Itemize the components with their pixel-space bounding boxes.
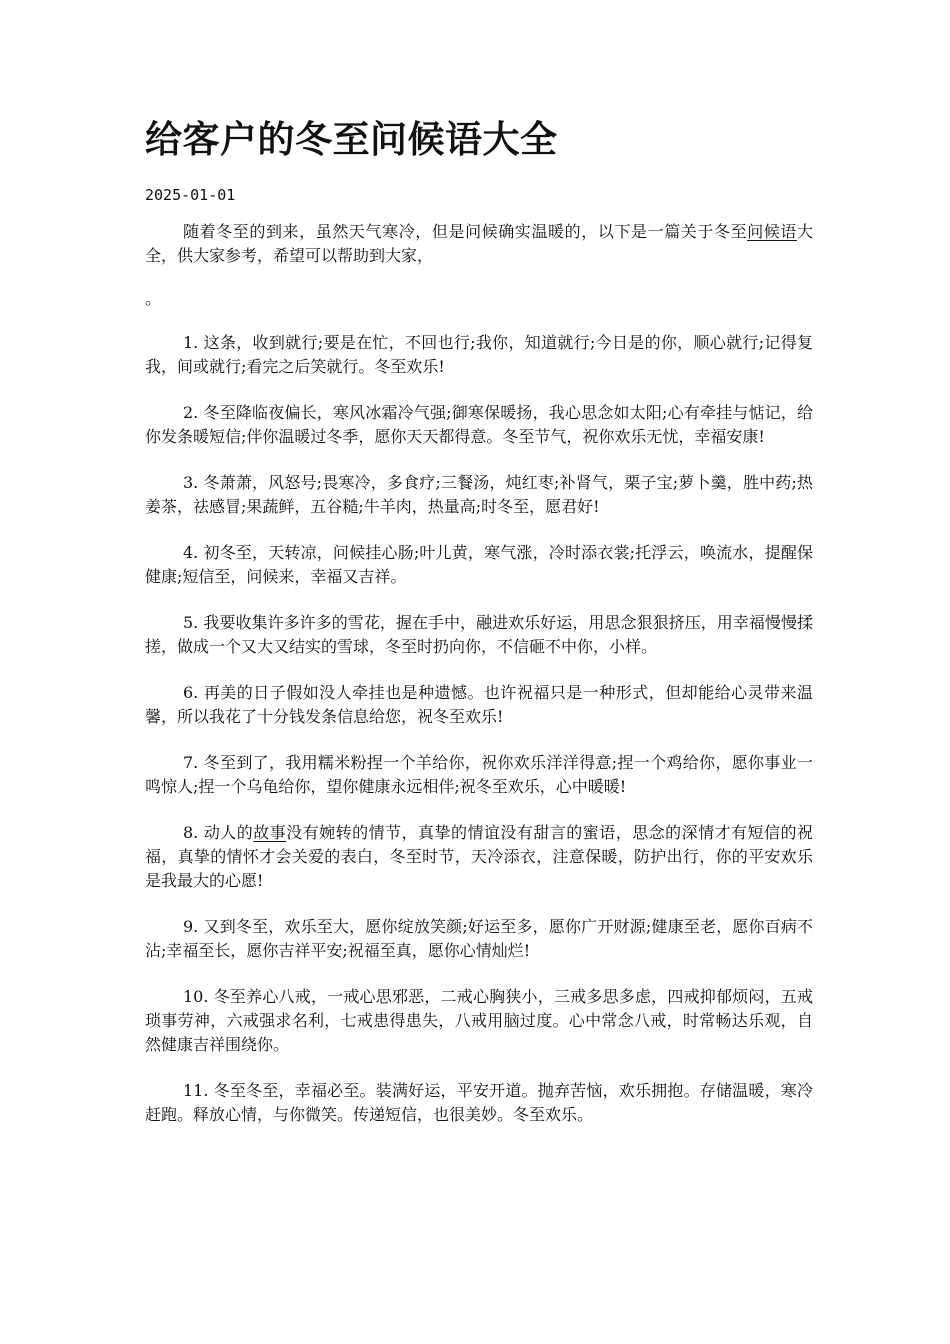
intro-paragraph <box>145 220 813 268</box>
list-item <box>145 821 813 893</box>
list-item: 11. 冬至冬至，幸福必至。装满好运，平安开道。抛弃苦恼，欢乐拥抱。存储温暖，寒冷赶跑。释放心情，与你微笑。传递短信，也很美妙。冬至欢乐。 <box>145 1081 813 1124</box>
list-item: 10. 冬至养心八戒，一戒心思邪恶，二戒心胸狭小，三戒多思多虑，四戒抑郁烦闷，五戒琐事劳神，六戒强求名利，七戒患得患失，八戒用脑过度。心中常念八戒，时常畅达乐观，自然健康吉祥围绕你。 <box>145 987 813 1054</box>
item-text-after: 没有婉转的情节，真挚的情谊没有甜言的蜜语，思念的深情才有短信的祝福，真挚的情怀才会关爱的表白，冬至时节，天冷添衣，注意保暖，防护出行，你的平安欢乐是我最大的心愿! <box>145 823 813 890</box>
list-item: 3. 冬萧萧，风怒号;畏寒冷，多食疗;三餐汤，炖红枣;补肾气，栗子宝;萝卜羹，胜中药;热姜茶，祛感冒;果蔬鲜，五谷糙;牛羊肉，热量高;时冬至，愿君好! <box>145 473 813 516</box>
list-item: 6. 再美的日子假如没人牵挂也是种遗憾。也许祝福只是一种形式，但却能给心灵带来温馨，所以我花了十分钱发条信息给您，祝冬至欢乐! <box>145 683 813 726</box>
item-text-before: 8. 动人的 <box>183 823 254 842</box>
separator-mark: 。 <box>145 289 162 308</box>
page-title: 给客户的冬至问候语大全 <box>145 118 558 161</box>
list-item: 4. 初冬至，天转凉，问候挂心肠;叶儿黄，寒气涨，冷时添衣裳;托浮云，唤流水，提醒保健康;短信至，问候来，幸福又吉祥。 <box>145 543 813 586</box>
list-item: 2. 冬至降临夜偏长，寒风冰霜冷气强;御寒保暖扬，我心思念如太阳;心有牵挂与惦记，给你发条暖短信;伴你温暖过冬季，愿你天天都得意。冬至节气，祝你欢乐无忧，幸福安康! <box>145 403 813 446</box>
greeting-link[interactable]: 问候语 <box>747 222 797 241</box>
list-item: 1. 这条，收到就行;要是在忙，不回也行;我你，知道就行;今日是的你，顺心就行;记得复我，间或就行;看完之后笑就行。冬至欢乐! <box>145 333 813 376</box>
intro-text-after: 大全，供大家参考，希望可以帮助到大家， <box>145 222 813 265</box>
document-page <box>145 112 813 1149</box>
story-link[interactable]: 故事 <box>253 823 287 842</box>
list-item: 9. 又到冬至，欢乐至大，愿你绽放笑颜;好运至多，愿你广开财源;健康至老，愿你百病不沾;幸福至长，愿你吉祥平安;祝福至真，愿你心情灿烂! <box>145 917 813 960</box>
list-item: 7. 冬至到了，我用糯米粉捏一个羊给你，祝你欢乐洋洋得意;捏一个鸡给你，愿你事业一鸣惊人;捏一个乌龟给你，望你健康永远相伴;祝冬至欢乐，心中暖暖! <box>145 753 813 796</box>
list-item: 5. 我要收集许多许多的雪花，握在手中，融进欢乐好运，用思念狠狠挤压，用幸福慢慢揉搓，做成一个又大又结实的雪球，冬至时扔向你，不信砸不中你，小样。 <box>145 613 813 656</box>
greeting-list <box>145 331 813 1127</box>
publish-date: 2025-01-01 <box>145 186 236 204</box>
intro-text-before: 随着冬至的到来，虽然天气寒冷，但是问候确实温暖的，以下是一篇关于冬至 <box>183 222 748 241</box>
